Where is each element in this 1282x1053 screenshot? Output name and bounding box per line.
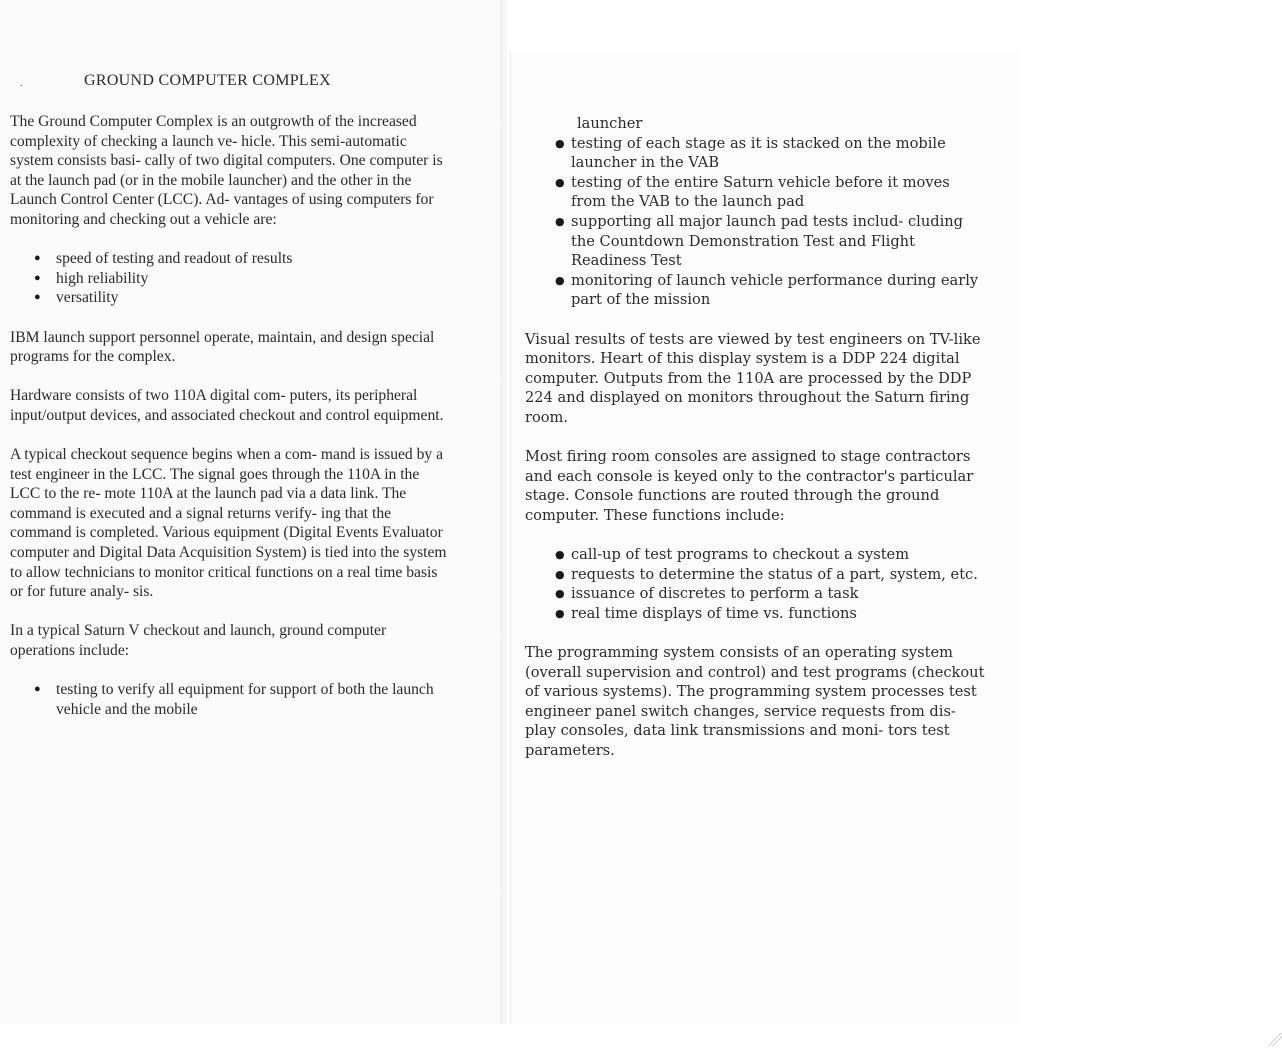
right-page [510, 52, 1282, 1053]
stray-mark: . [20, 78, 23, 89]
section-heading: GROUND COMPUTER COMPLEX [84, 72, 331, 89]
list-item: ● testing of the entire Saturn vehicle before it moves from the VAB to the launch pad [525, 173, 985, 212]
operations-list-start [10, 680, 450, 719]
paragraph-hardware: Hardware consists of two 110A digital com- puters, its peripheral input/output devices, and associated checkout and control equipment. [10, 387, 444, 424]
paragraph-operations-intro: In a typical Saturn V checkout and launch, ground computer operations include: [10, 622, 387, 660]
paragraph-display-system: Visual results of tests are viewed by test engineers on TV-like monitors. Heart of this display system is a DDP 224 digital computer. Outputs from the 110A are processed by the DDP 224 and displayed on monitors throughout the Saturn firing room. [525, 330, 981, 426]
left-column [10, 112, 450, 739]
paragraph-checkout: A typical checkout sequence begins when a com- mand is issued by a test engineer in the LCC. The signal goes through the 110A in the LCC to the re- mote 110A at the launch pad via a data link. The command is executed and a signal returns verify- ing that the command is completed. Various equipment (Digital Events Evaluator computer and Digital Data Acquisition System) is tied into the system to allow technicians to monitor critical functions on a real time basis or for future analy- sis. [10, 446, 447, 601]
list-item: ● versatility [10, 288, 450, 308]
functions-list [525, 545, 985, 623]
paragraph-support: IBM launch support personnel operate, maintain, and design special programs for the complex. [10, 328, 435, 366]
paragraph-programming-system: The programming system consists of an operating system (overall supervision and control) and test programs (checkout of various systems). The programming system processes test engineer panel switch changes, service requests from dis- play consoles, data link transmissions and moni- tors test parameters. [525, 644, 985, 759]
list-item: ● testing of each stage as it is stacked on the mobile launcher in the VAB [525, 134, 985, 173]
list-item: ● testing to verify all equipment for support of both the launch vehicle and the mobile [10, 680, 450, 719]
list-item: ● requests to determine the status of a part, system, etc. [525, 565, 985, 585]
list-item: ● monitoring of launch vehicle performance during early part of the mission [525, 271, 985, 310]
paragraph-consoles: Most firing room consoles are assigned to stage contractors and each console is keyed only to the contractor's particular stage. Console functions are routed through the ground computer. These functions include: [525, 448, 974, 524]
left-page [0, 0, 500, 1024]
right-column [525, 114, 985, 780]
list-item: ● supporting all major launch pad tests includ- cluding the Countdown Demonstration Test and Flight Readiness Test [525, 212, 985, 271]
smudge-mark: ⁄⁄ [1271, 1026, 1282, 1053]
list-item: ● high reliability [10, 269, 450, 289]
list-item: ● call-up of test programs to checkout a system [525, 545, 985, 565]
operations-list-cont [525, 134, 985, 310]
list-item: ● speed of testing and readout of results [10, 249, 450, 269]
list-item: ● real time displays of time vs. functions [525, 604, 985, 624]
list-item: ● issuance of discretes to perform a task [525, 584, 985, 604]
intro-paragraph: The Ground Computer Complex is an outgrowth of the increased complexity of checking a launch ve- hicle. This semi-automatic system consists basi- cally of two digital computers. One computer is at the launch pad (or in the mobile launcher) and the other in the Launch Control Center (LCC). Ad- vantages of using computers for monitoring and checking out a vehicle are: [10, 113, 443, 228]
advantages-list [10, 249, 450, 308]
continued-word: launcher [577, 115, 643, 132]
page-gutter [500, 0, 510, 1024]
